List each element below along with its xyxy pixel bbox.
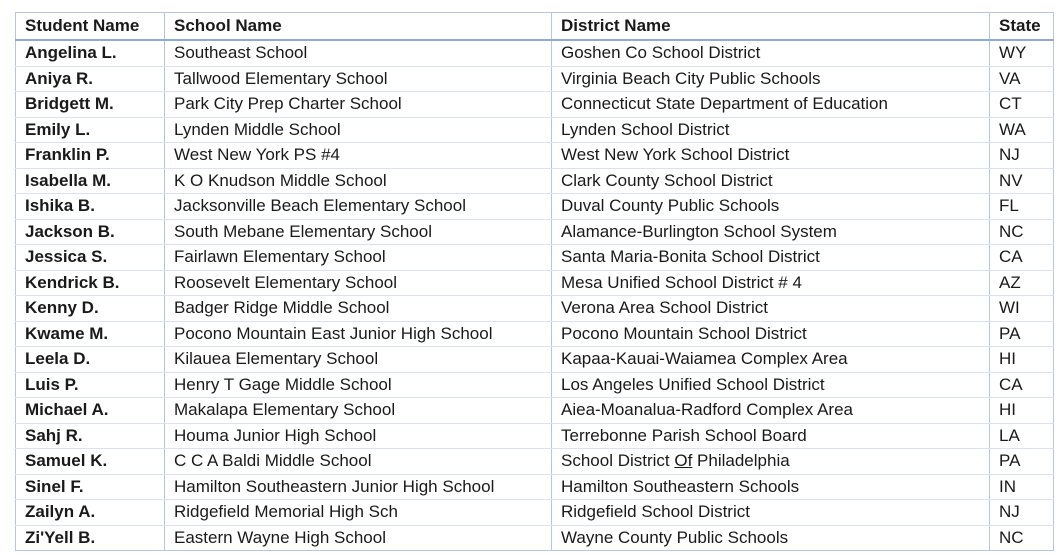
district-name-cell: Virginia Beach City Public Schools <box>552 66 990 92</box>
table-row <box>16 296 1054 322</box>
state-cell: PA <box>990 449 1054 475</box>
student-name-cell: Michael A. <box>16 398 165 424</box>
school-name-cell: Park City Prep Charter School <box>165 92 552 118</box>
district-name-cell: Pocono Mountain School District <box>552 321 990 347</box>
student-name-cell: Luis P. <box>16 372 165 398</box>
school-name-cell: Roosevelt Elementary School <box>165 270 552 296</box>
school-name-cell: Makalapa Elementary School <box>165 398 552 424</box>
student-name-cell: Aniya R. <box>16 66 165 92</box>
table-row <box>16 525 1054 551</box>
school-name-cell: Hamilton Southeastern Junior High School <box>165 474 552 500</box>
district-name-cell: Alamance-Burlington School System <box>552 219 990 245</box>
student-name-cell: Sahj R. <box>16 423 165 449</box>
district-name-cell: Mesa Unified School District # 4 <box>552 270 990 296</box>
district-name-cell: Clark County School District <box>552 168 990 194</box>
table-row <box>16 92 1054 118</box>
state-cell: CA <box>990 372 1054 398</box>
table-row <box>16 500 1054 526</box>
district-name-cell: West New York School District <box>552 143 990 169</box>
student-name-cell: Bridgett M. <box>16 92 165 118</box>
district-name-cell: Hamilton Southeastern Schools <box>552 474 990 500</box>
school-name-cell: C C A Baldi Middle School <box>165 449 552 475</box>
student-school-table <box>15 12 1054 551</box>
district-name-cell: Aiea-Moanalua-Radford Complex Area <box>552 398 990 424</box>
header-district-name: District Name <box>552 13 990 41</box>
state-cell: HI <box>990 347 1054 373</box>
table-row <box>16 423 1054 449</box>
district-name-cell: Terrebonne Parish School Board <box>552 423 990 449</box>
student-name-cell: Sinel F. <box>16 474 165 500</box>
school-name-cell: Lynden Middle School <box>165 117 552 143</box>
school-name-cell: Fairlawn Elementary School <box>165 245 552 271</box>
state-cell: PA <box>990 321 1054 347</box>
district-name-underlined-part: Of <box>674 451 693 471</box>
table-row <box>16 117 1054 143</box>
school-name-cell: Badger Ridge Middle School <box>165 296 552 322</box>
school-name-cell: Jacksonville Beach Elementary School <box>165 194 552 220</box>
table-row <box>16 143 1054 169</box>
school-name-cell: Henry T Gage Middle School <box>165 372 552 398</box>
district-name-cell: Verona Area School District <box>552 296 990 322</box>
state-cell: CA <box>990 245 1054 271</box>
district-name-cell: Goshen Co School District <box>552 40 990 66</box>
table-row <box>16 66 1054 92</box>
student-name-cell: Kendrick B. <box>16 270 165 296</box>
table-row <box>16 40 1054 66</box>
school-name-cell: Ridgefield Memorial High Sch <box>165 500 552 526</box>
district-name-cell: Wayne County Public Schools <box>552 525 990 551</box>
state-cell: HI <box>990 398 1054 424</box>
student-name-cell: Jessica S. <box>16 245 165 271</box>
state-cell: IN <box>990 474 1054 500</box>
table-row <box>16 372 1054 398</box>
table-row <box>16 449 1054 475</box>
district-name-cell: Duval County Public Schools <box>552 194 990 220</box>
student-name-cell: Leela D. <box>16 347 165 373</box>
table-row <box>16 474 1054 500</box>
student-name-cell: Kwame M. <box>16 321 165 347</box>
school-name-cell: Eastern Wayne High School <box>165 525 552 551</box>
state-cell: VA <box>990 66 1054 92</box>
school-name-cell: Southeast School <box>165 40 552 66</box>
school-name-cell: K O Knudson Middle School <box>165 168 552 194</box>
district-name-cell: Kapaa-Kauai-Waiamea Complex Area <box>552 347 990 373</box>
school-name-cell: Houma Junior High School <box>165 423 552 449</box>
student-school-table-container <box>15 12 1053 551</box>
header-state: State <box>990 13 1054 41</box>
header-student-name: Student Name <box>16 13 165 41</box>
school-name-cell: Pocono Mountain East Junior High School <box>165 321 552 347</box>
district-name-part: Philadelphia <box>692 451 790 471</box>
district-name-cell: Lynden School District <box>552 117 990 143</box>
table-row <box>16 245 1054 271</box>
state-cell: WA <box>990 117 1054 143</box>
header-row <box>16 13 1054 41</box>
school-name-cell: Tallwood Elementary School <box>165 66 552 92</box>
student-name-cell: Kenny D. <box>16 296 165 322</box>
state-cell: AZ <box>990 270 1054 296</box>
student-name-cell: Isabella M. <box>16 168 165 194</box>
state-cell: NJ <box>990 500 1054 526</box>
school-name-cell: West New York PS #4 <box>165 143 552 169</box>
student-name-cell: Zi'Yell B. <box>16 525 165 551</box>
table-row <box>16 168 1054 194</box>
student-name-cell: Ishika B. <box>16 194 165 220</box>
district-name-cell: Ridgefield School District <box>552 500 990 526</box>
table-row <box>16 219 1054 245</box>
state-cell: LA <box>990 423 1054 449</box>
student-name-cell: Zailyn A. <box>16 500 165 526</box>
district-name-cell: Santa Maria-Bonita School District <box>552 245 990 271</box>
state-cell: NJ <box>990 143 1054 169</box>
district-name-part: School District <box>561 451 675 471</box>
state-cell: WI <box>990 296 1054 322</box>
student-name-cell: Angelina L. <box>16 40 165 66</box>
table-row <box>16 321 1054 347</box>
table-row <box>16 270 1054 296</box>
school-name-cell: Kilauea Elementary School <box>165 347 552 373</box>
header-school-name: School Name <box>165 13 552 41</box>
table-row <box>16 347 1054 373</box>
student-name-cell: Jackson B. <box>16 219 165 245</box>
district-name-cell: Los Angeles Unified School District <box>552 372 990 398</box>
district-name-cell <box>552 449 990 475</box>
state-cell: WY <box>990 40 1054 66</box>
state-cell: NC <box>990 525 1054 551</box>
student-name-cell: Emily L. <box>16 117 165 143</box>
state-cell: NV <box>990 168 1054 194</box>
state-cell: FL <box>990 194 1054 220</box>
student-name-cell: Franklin P. <box>16 143 165 169</box>
student-name-cell: Samuel K. <box>16 449 165 475</box>
table-row <box>16 194 1054 220</box>
state-cell: NC <box>990 219 1054 245</box>
state-cell: CT <box>990 92 1054 118</box>
table-row <box>16 398 1054 424</box>
district-name-cell: Connecticut State Department of Education <box>552 92 990 118</box>
school-name-cell: South Mebane Elementary School <box>165 219 552 245</box>
